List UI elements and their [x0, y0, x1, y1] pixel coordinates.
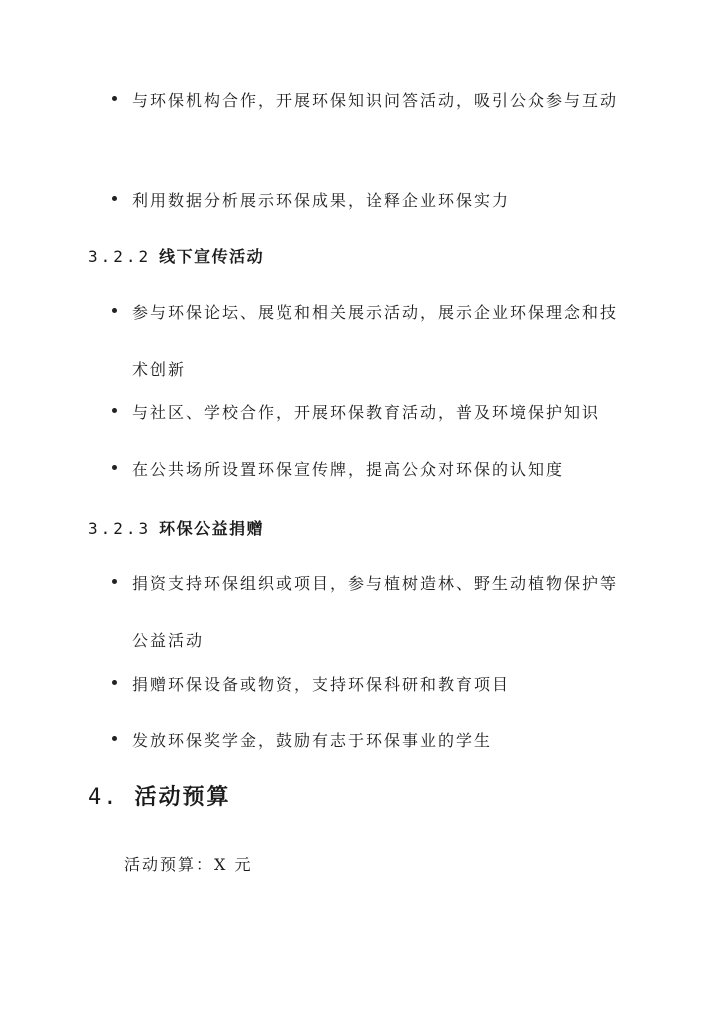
list-item-text: 利用数据分析展示环保成果，诠释企业环保实力 — [132, 191, 511, 210]
section-heading-3-2-3 — [88, 516, 264, 539]
section-number: 3.2.3 — [88, 519, 152, 538]
bullet-dot — [112, 680, 117, 685]
list-item — [112, 555, 632, 669]
section-number: 3.2.2 — [88, 247, 152, 266]
list-item-text: 捐赠环保设备或物资，支持环保科研和教育项目 — [132, 675, 511, 694]
bullet-dot — [112, 408, 117, 413]
list-item — [112, 284, 632, 398]
bullet-dot — [112, 96, 117, 101]
section-title: 环保公益捐赠 — [159, 519, 265, 538]
list-item — [112, 441, 632, 498]
bullet-dot — [112, 196, 117, 201]
list-item-text: 与环保机构合作，开展环保知识问答活动，吸引公众参与互动 — [132, 91, 619, 110]
bullet-dot — [112, 465, 117, 470]
section-title: 活动预算 — [134, 784, 231, 810]
list-item-text: 在公共场所设置环保宣传牌，提高公众对环保的认知度 — [132, 460, 565, 479]
budget-line: 活动预算：X 元 — [124, 855, 253, 874]
list-item — [112, 172, 632, 229]
list-item-text: 发放环保奖学金，鼓励有志于环保事业的学生 — [132, 731, 493, 750]
list-item-text: 与社区、学校合作，开展环保教育活动，普及环境保护知识 — [132, 403, 601, 422]
list-item — [112, 656, 632, 713]
section-heading-3-2-2 — [88, 244, 264, 267]
list-item — [112, 384, 632, 441]
bullet-dot — [112, 736, 117, 741]
bullet-dot — [112, 308, 117, 313]
section-heading-4 — [88, 780, 231, 811]
section-title: 线下宣传活动 — [159, 247, 265, 266]
section-number: 4. — [88, 785, 119, 810]
list-item — [112, 72, 632, 129]
list-item-text: 捐资支持环保组织或项目，参与植树造林、野生动植物保护等公益活动 — [132, 574, 619, 650]
list-item — [112, 712, 632, 769]
list-item-text: 参与环保论坛、展览和相关展示活动，展示企业环保理念和技术创新 — [132, 303, 619, 379]
bullet-dot — [112, 579, 117, 584]
